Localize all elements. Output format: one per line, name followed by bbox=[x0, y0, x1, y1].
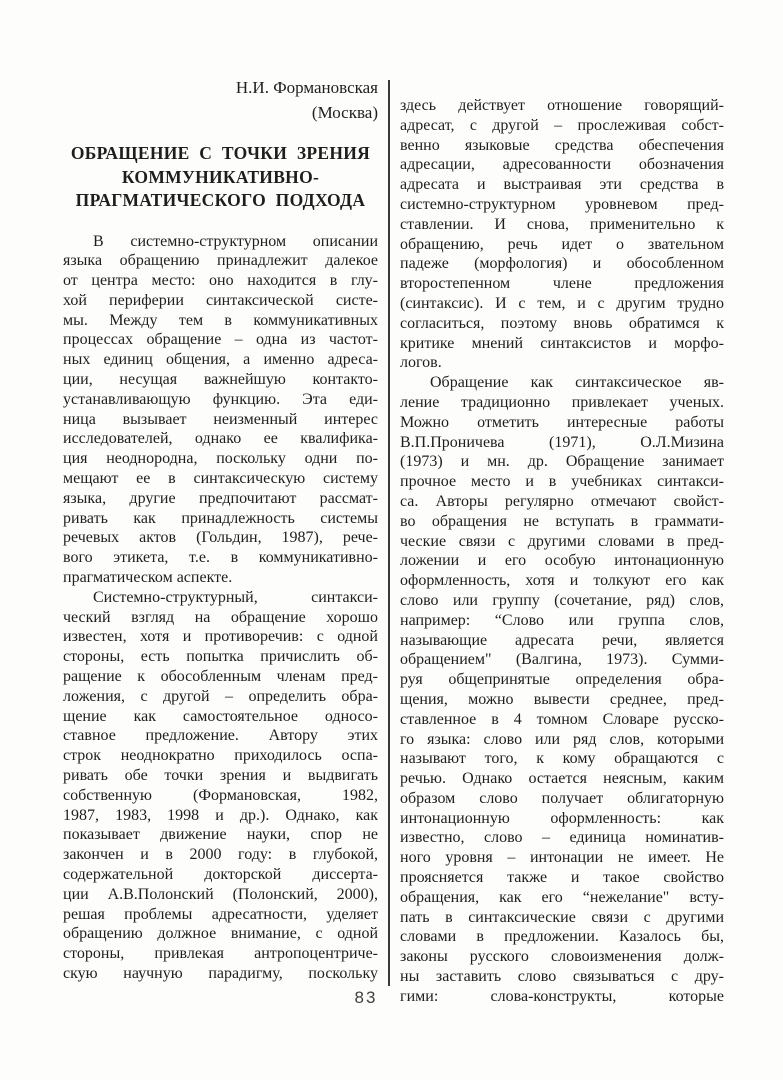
text-line: 1987, 1983, 1998 и др.). Однако, как bbox=[63, 806, 378, 824]
text-line: щения, можно вывести среднее, пред- bbox=[400, 690, 724, 708]
text-line: В системно-структурном описании bbox=[93, 232, 378, 250]
article-title bbox=[63, 142, 378, 213]
text-line: обращением" (Валгина, 1973). Сумми- bbox=[400, 651, 724, 669]
text-line: законы русского словоизменения долж- bbox=[400, 948, 724, 966]
text-line: известен, хотя и противоречив: с одной bbox=[63, 628, 378, 646]
text-line: (1973) и мн. др. Обращение занимает bbox=[400, 453, 724, 471]
text-line: критике мнений синтаксистов и морфо- bbox=[400, 334, 724, 352]
text-line: логов. bbox=[400, 354, 442, 372]
text-line: называющие адресата речи, является bbox=[400, 631, 724, 649]
text-line: прагматическом аспекте. bbox=[63, 569, 233, 587]
text-line: во обращения не вступать в граммати- bbox=[400, 512, 724, 530]
author-location: (Москва) bbox=[311, 103, 378, 122]
text-line: системно-структурном уровневом пред- bbox=[400, 195, 724, 213]
text-line: ции А.В.Полонский (Полонский, 2000), bbox=[63, 885, 378, 903]
author-name: Н.И. Формановская bbox=[235, 78, 378, 97]
text-line: ция неоднородна, поскольку одни по- bbox=[63, 450, 378, 468]
text-line: адресации, адресованности обозначения bbox=[400, 156, 724, 174]
text-line: ставленное в 4 томном Словаре русско- bbox=[400, 710, 724, 728]
text-line: строк неоднократно приходилось оспа- bbox=[63, 747, 378, 765]
text-line: ложения, с другой – определить обра- bbox=[63, 687, 378, 705]
text-line: языка, другие предпочитают рассмат- bbox=[63, 489, 378, 507]
text-line: пать в синтаксические связи с другими bbox=[400, 908, 724, 926]
text-line: второстепенном члене предложения bbox=[400, 275, 724, 293]
text-line: ница вызывает неизменный интерес bbox=[63, 410, 378, 428]
text-line: исследователей, однако ее квалифика- bbox=[63, 430, 378, 448]
text-line: интонационную оформленность: как bbox=[400, 809, 724, 827]
column-divider-rule bbox=[388, 80, 390, 986]
title-line: ОБРАЩЕНИЕ С ТОЧКИ ЗРЕНИЯ bbox=[70, 143, 371, 163]
text-line: адресат, с другой – прослеживая собст- bbox=[400, 116, 724, 134]
page-number: 83 bbox=[354, 988, 378, 1007]
text-line: венно языковые средства обеспечения bbox=[400, 136, 724, 154]
text-line: стороны, есть попытка причислить об- bbox=[63, 648, 378, 666]
text-line: называют того, к кому обращаются с bbox=[400, 750, 724, 768]
text-line: решая проблемы адресатности, уделяет bbox=[63, 905, 378, 923]
text-line: Системно-структурный, синтакси- bbox=[93, 588, 378, 606]
text-line: ращение к обособленным членам пред- bbox=[63, 668, 378, 686]
text-line: ции, несущая важнейшую контакто- bbox=[63, 371, 378, 389]
text-line: содержательной докторской диссерта- bbox=[63, 866, 378, 883]
text-line: ление традиционно привлекает ученых. bbox=[400, 393, 724, 411]
text-line: (синтаксис). И с тем, и с другим трудно bbox=[400, 294, 724, 312]
text-line: вого этикета, т.е. в коммуникативно- bbox=[63, 549, 378, 567]
text-line: гими: слова-конструкты, которые bbox=[400, 987, 724, 1005]
text-line: Можно отметить интересные работы bbox=[400, 413, 724, 431]
text-line: мещают ее в синтаксическую систему bbox=[63, 470, 378, 488]
text-line: например: “Слово или группа слов, bbox=[400, 611, 724, 629]
text-line: закончен и в 2000 году: в глубокой, bbox=[63, 846, 378, 864]
text-line: ставное предложение. Автору этих bbox=[63, 727, 378, 745]
text-line: ставлении. И снова, применительно к bbox=[400, 215, 724, 233]
text-line: процессах обращение – одна из частот- bbox=[63, 331, 378, 349]
text-line: здесь действует отношение говорящий- bbox=[400, 97, 724, 114]
text-line: ческий взгляд на обращение хорошо bbox=[63, 608, 378, 626]
left-column bbox=[63, 75, 378, 984]
text-line: обращению должное внимание, с одной bbox=[63, 925, 378, 943]
text-line: В.П.Проничева (1971), О.Л.Мизина bbox=[400, 433, 724, 451]
text-line: ны заставить слово связываться с дру- bbox=[400, 968, 724, 986]
text-line: оформленность, хотя и толкуют его как bbox=[400, 572, 724, 590]
title-line: КОММУНИКАТИВНО- bbox=[121, 166, 320, 187]
text-line: образом слово получает облигаторную bbox=[400, 789, 724, 807]
text-line: речью. Однако остается неясным, каким bbox=[400, 770, 724, 788]
text-line: ривать обе точки зрения и выдвигать bbox=[63, 767, 378, 785]
text-line: собственную (Формановская, 1982, bbox=[63, 786, 378, 804]
text-line: щение как самостоятельное односо- bbox=[63, 707, 378, 725]
text-line: ного уровня – интонации не имеет. Не bbox=[400, 849, 724, 867]
text-line: са. Авторы регулярно отмечают свойст- bbox=[400, 492, 724, 510]
text-line: ривать как принадлежность системы bbox=[63, 509, 378, 527]
text-line: языка обращению принадлежит далекое bbox=[63, 252, 378, 270]
right-column bbox=[400, 77, 724, 1007]
text-line: речевых актов (Гольдин, 1987), рече- bbox=[63, 529, 378, 547]
text-line: мы. Между тем в коммуникативных bbox=[63, 311, 378, 329]
text-line: стороны, привлекая антропоцентриче- bbox=[63, 945, 378, 963]
text-line: обращения, как его “нежелание" всту- bbox=[400, 888, 724, 906]
text-line: ческие связи с другими словами в пред- bbox=[400, 532, 724, 550]
text-line: падеже (морфология) и обособленном bbox=[400, 255, 724, 273]
text-line: руя общепринятые определения обра- bbox=[400, 671, 724, 689]
text-line: скую научную парадигму, поскольку bbox=[63, 964, 378, 982]
text-line: хой периферии синтаксической систе- bbox=[63, 291, 378, 309]
text-line: словами в предложении. Казалось бы, bbox=[400, 928, 724, 946]
text-line: проясняется также и такое свойство bbox=[400, 869, 724, 887]
text-line: Обращение как синтаксическое яв- bbox=[430, 374, 724, 392]
text-line: устанавливающую функцию. Эта еди- bbox=[63, 390, 378, 408]
text-line: ных единиц общения, а именно адреса- bbox=[63, 351, 378, 369]
text-line: обращению, речь идет о звательном bbox=[400, 235, 724, 253]
text-line: показывает движение науки, спор не bbox=[63, 826, 378, 844]
right-column-text bbox=[400, 96, 724, 1007]
text-line: от центра место: оно находится в глу- bbox=[63, 272, 378, 290]
left-column-text bbox=[63, 232, 378, 984]
text-line: го языка: слово или ряд слов, которыми bbox=[400, 730, 724, 748]
text-line: прочное место и в учебниках синтакси- bbox=[400, 473, 724, 491]
text-line: слово или группу (сочетание, ряд) слов, bbox=[400, 591, 724, 609]
text-line: известно, слово – единица номинатив- bbox=[400, 829, 724, 847]
text-line: ложении и его особую интонационную bbox=[400, 552, 724, 570]
title-line: ПРАГМАТИЧЕСКОГО ПОДХОДА bbox=[75, 190, 366, 210]
text-line: адресата и выстраивая эти средства в bbox=[400, 176, 724, 194]
text-line: согласиться, поэтому вновь обратимся к bbox=[400, 314, 724, 332]
